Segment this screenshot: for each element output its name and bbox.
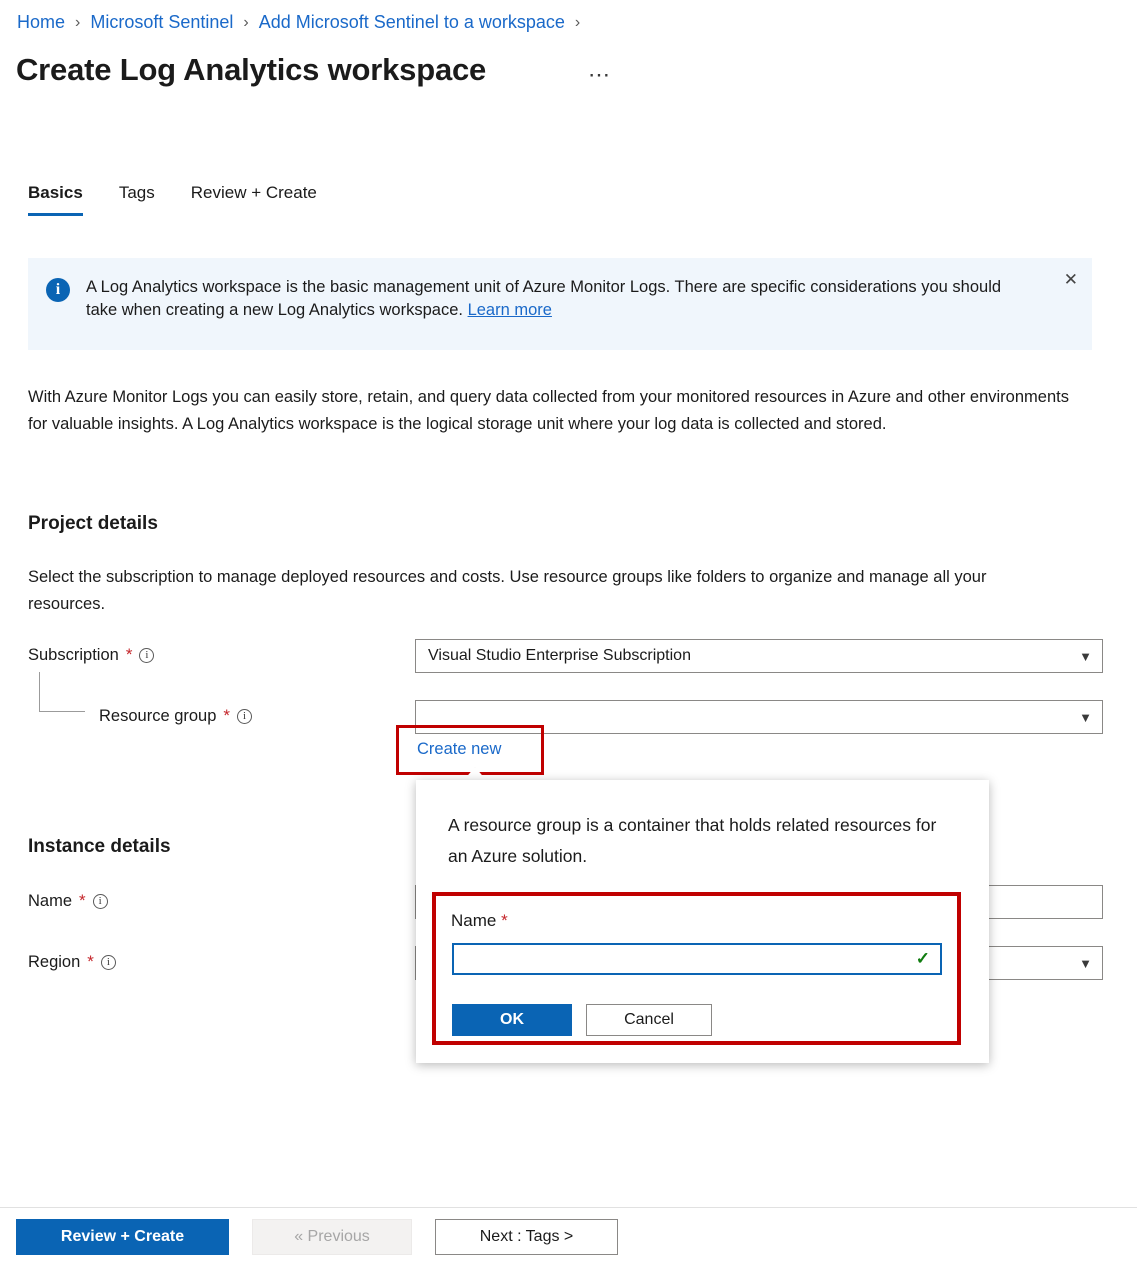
callout-description: A resource group is a container that holds related resources for an Azure solution. xyxy=(448,815,937,866)
breadcrumb-separator-icon: › xyxy=(243,13,249,31)
more-actions-icon[interactable]: ⋯ xyxy=(588,62,612,87)
required-asterisk: * xyxy=(223,706,231,725)
next-tags-button[interactable]: Next : Tags > xyxy=(435,1219,618,1255)
instance-name-label xyxy=(28,891,108,911)
breadcrumb-item-add-sentinel-to-workspace[interactable]: Add Microsoft Sentinel to a workspace xyxy=(258,12,565,32)
info-banner-text xyxy=(86,276,1026,350)
close-icon[interactable]: ✕ xyxy=(1063,270,1078,289)
callout-name-input[interactable] xyxy=(452,943,942,975)
info-icon[interactable]: i xyxy=(139,648,154,663)
info-icon: i xyxy=(46,278,70,302)
info-icon[interactable]: i xyxy=(237,709,252,724)
subscription-label-text: Subscription xyxy=(28,645,119,664)
tree-connector-line xyxy=(39,672,85,712)
info-banner-message: A Log Analytics workspace is the basic management unit of Azure Monitor Logs. There are specific considerations you should take when creating a new Log Analytics workspace. xyxy=(86,278,1002,319)
chevron-down-icon: ▼ xyxy=(1079,648,1092,664)
instance-name-label-text: Name xyxy=(28,891,73,910)
breadcrumb xyxy=(17,12,580,33)
subscription-value: Visual Studio Enterprise Subscription xyxy=(428,647,691,664)
learn-more-link[interactable]: Learn more xyxy=(467,301,552,319)
region-label-text: Region xyxy=(28,952,81,971)
create-new-resource-group-callout xyxy=(416,780,989,1063)
instance-details-heading: Instance details xyxy=(28,836,171,857)
tab-bar xyxy=(28,183,317,216)
required-asterisk: * xyxy=(501,911,508,930)
page-title: Create Log Analytics workspace xyxy=(16,52,487,87)
required-asterisk: * xyxy=(87,952,94,971)
info-banner xyxy=(28,258,1092,350)
subscription-dropdown[interactable] xyxy=(415,639,1103,673)
callout-name-label xyxy=(451,911,508,931)
intro-paragraph: With Azure Monitor Logs you can easily store, retain, and query data collected from your monitored resources in Azure and other environments for valuable insights. A Log Analytics workspace is the logical storage unit where your log data is collected and stored. xyxy=(28,388,1069,433)
breadcrumb-separator-icon: › xyxy=(75,13,81,31)
project-details-heading: Project details xyxy=(28,513,158,534)
breadcrumb-separator-icon: › xyxy=(574,13,581,31)
tab-tags[interactable]: Tags xyxy=(118,183,155,202)
info-icon[interactable]: i xyxy=(101,955,116,970)
review-create-button[interactable]: Review + Create xyxy=(16,1219,229,1255)
checkmark-icon: ✓ xyxy=(915,949,930,968)
create-new-link[interactable]: Create new xyxy=(417,740,502,758)
required-asterisk: * xyxy=(125,645,133,664)
resource-group-label-text: Resource group xyxy=(99,706,217,725)
footer-divider xyxy=(0,1207,1137,1208)
tab-review-create[interactable]: Review + Create xyxy=(190,183,317,202)
breadcrumb-item-home[interactable]: Home xyxy=(17,12,66,32)
required-asterisk: * xyxy=(79,891,86,910)
resource-group-label xyxy=(99,706,252,726)
subscription-label xyxy=(28,645,154,665)
previous-button[interactable]: « Previous xyxy=(252,1219,412,1255)
region-label xyxy=(28,952,116,972)
project-details-description: Select the subscription to manage deployed resources and costs. Use resource groups like folders to organize and manage all your resources. xyxy=(28,568,987,613)
chevron-down-icon: ▼ xyxy=(1079,709,1092,725)
tab-basics[interactable]: Basics xyxy=(28,183,83,216)
cancel-button[interactable]: Cancel xyxy=(586,1004,712,1036)
info-icon[interactable]: i xyxy=(93,894,108,909)
breadcrumb-item-microsoft-sentinel[interactable]: Microsoft Sentinel xyxy=(90,12,234,32)
callout-name-label-text: Name xyxy=(451,911,497,930)
chevron-down-icon: ▼ xyxy=(1079,955,1092,971)
ok-button[interactable]: OK xyxy=(452,1004,572,1036)
